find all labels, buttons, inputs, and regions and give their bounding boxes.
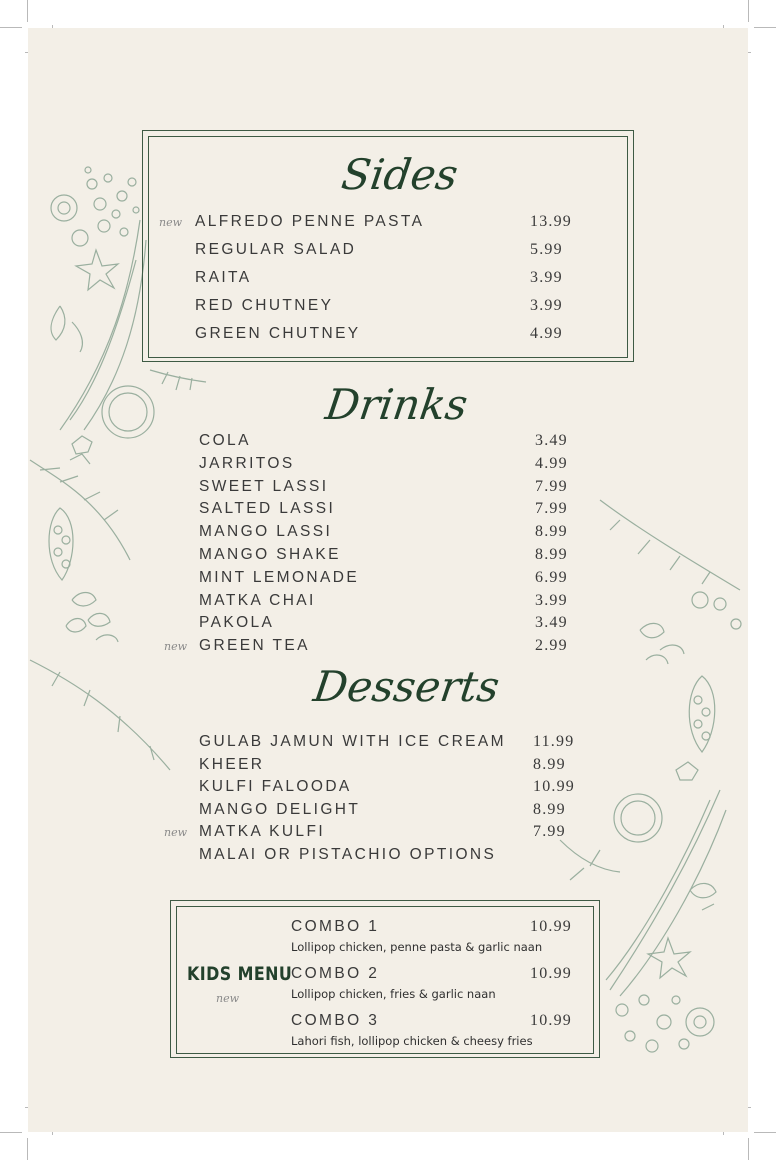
crop-mark — [748, 1138, 749, 1160]
sides-item-price: 4.99 — [530, 325, 563, 342]
crop-mark — [754, 27, 776, 28]
desserts-item-name: MANGO DELIGHT — [199, 800, 361, 818]
desserts-item-price: 7.99 — [533, 823, 566, 841]
drinks-item-name: SALTED LASSI — [199, 500, 336, 518]
crop-mark — [748, 0, 749, 22]
drinks-item-price: 8.99 — [535, 523, 568, 541]
sides-item-price: 13.99 — [530, 213, 572, 230]
drinks-title: Drinks — [322, 380, 471, 429]
crop-mark — [27, 1138, 28, 1160]
sides-new-tag: new — [159, 216, 183, 229]
desserts-item-price: 8.99 — [533, 755, 566, 773]
drinks-item-price: 7.99 — [535, 477, 568, 495]
drinks-item-name: GREEN TEA — [199, 637, 310, 655]
drinks-item-name: PAKOLA — [199, 614, 275, 632]
desserts-title: Desserts — [310, 662, 503, 711]
sides-item-name: REGULAR SALAD — [195, 241, 357, 258]
desserts-item-name: KHEER — [199, 755, 265, 773]
sides-item-price: 3.99 — [530, 269, 563, 286]
kids-combo-description: Lollipop chicken, penne pasta & garlic naan — [291, 940, 543, 954]
sides-item-name: RAITA — [195, 269, 252, 286]
drinks-item-name: SWEET LASSI — [199, 477, 329, 495]
drinks-item-price: 8.99 — [535, 546, 568, 563]
drinks-item-price: 3.49 — [535, 614, 568, 632]
kids-menu-new-tag: new — [216, 992, 240, 1005]
crop-mark — [754, 1132, 776, 1133]
kids-combo-description: Lahori fish, lollipop chicken & cheesy fries — [291, 1034, 533, 1048]
desserts-item-name: GULAB JAMUN WITH ICE CREAM — [199, 733, 506, 750]
drinks-item-price: 7.99 — [535, 500, 568, 518]
sides-item-price: 3.99 — [530, 297, 563, 314]
drinks-item-price: 6.99 — [535, 568, 568, 586]
kids-combo-price: 10.99 — [530, 1012, 572, 1029]
desserts-item-price: 11.99 — [533, 733, 575, 750]
drinks-item-name: MATKA CHAI — [199, 591, 316, 609]
desserts-item-name: KULFI FALOODA — [199, 778, 352, 796]
drinks-item-name: COLA — [199, 432, 251, 449]
drinks-item-name: JARRITOS — [199, 454, 295, 472]
drinks-item-price: 3.99 — [535, 591, 568, 609]
drinks-item-price: 4.99 — [535, 454, 568, 472]
kids-combo-name: COMBO 1 — [291, 918, 380, 935]
desserts-item-price: 8.99 — [533, 800, 566, 818]
sides-item-price: 5.99 — [530, 241, 563, 258]
drinks-item-price: 2.99 — [535, 637, 568, 655]
crop-mark — [0, 27, 22, 28]
drinks-item-name: MANGO LASSI — [199, 523, 333, 541]
desserts-item-name: MALAI OR PISTACHIO OPTIONS — [199, 846, 497, 863]
desserts-item-name: MATKA KULFI — [199, 823, 326, 841]
sides-item-name: RED CHUTNEY — [195, 297, 334, 314]
sides-item-name: ALFREDO PENNE PASTA — [195, 213, 425, 230]
sides-item-name: GREEN CHUTNEY — [195, 325, 361, 342]
desserts-new-tag: new — [164, 826, 188, 840]
crop-mark — [0, 1132, 22, 1133]
drinks-item-name: MANGO SHAKE — [199, 546, 341, 563]
drinks-new-tag: new — [164, 640, 188, 654]
kids-combo-name: COMBO 2 — [291, 965, 380, 982]
kids-menu-title: KIDS MENU — [187, 964, 293, 985]
kids-combo-description: Lollipop chicken, fries & garlic naan — [291, 987, 496, 1001]
kids-combo-price: 10.99 — [530, 918, 572, 935]
sides-title: Sides — [338, 150, 461, 199]
drinks-item-price: 3.49 — [535, 432, 568, 449]
kids-combo-name: COMBO 3 — [291, 1012, 380, 1029]
crop-mark — [27, 0, 28, 22]
kids-combo-price: 10.99 — [530, 965, 572, 982]
desserts-item-price: 10.99 — [533, 778, 575, 796]
drinks-item-name: MINT LEMONADE — [199, 568, 360, 586]
